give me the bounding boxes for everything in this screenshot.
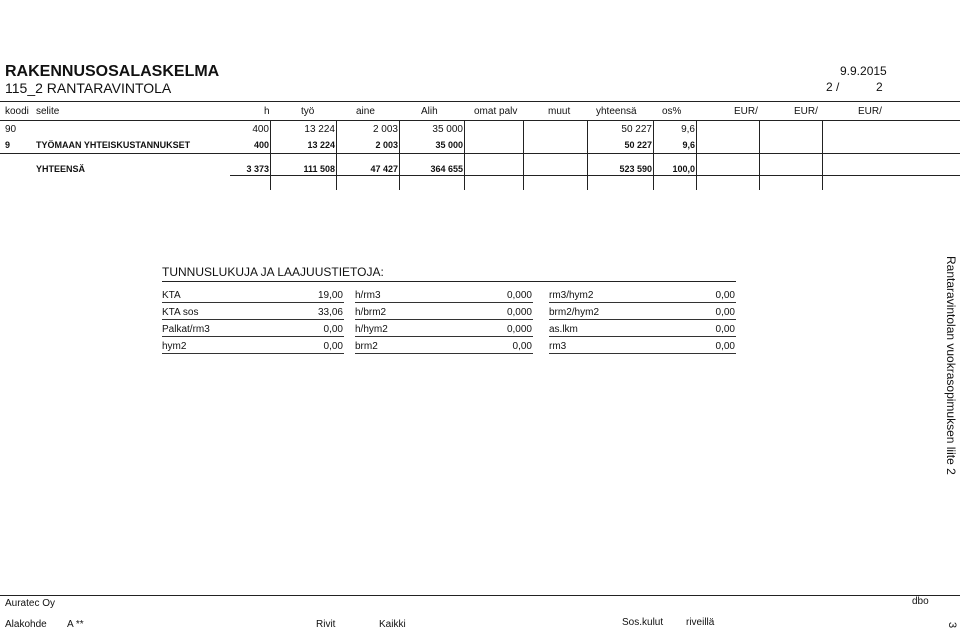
footer-rule <box>0 595 960 596</box>
page-corner-number: 3 <box>946 622 958 629</box>
row-9-aine: 2 003 <box>375 140 398 150</box>
kpi-underline <box>549 336 736 337</box>
kpi-underline <box>355 319 533 320</box>
kpi-label: h/hym2 <box>355 324 388 335</box>
kpi-underline <box>162 336 344 337</box>
footer-alakohde-value: A ** <box>67 619 84 630</box>
row-9-tyo: 13 224 <box>307 140 335 150</box>
column-header-muut: muut <box>548 106 571 117</box>
project-name: 115_2 RANTARAVINTOLA <box>5 80 172 96</box>
kpi-value: 0,000 <box>506 290 532 301</box>
total-label: YHTEENSÄ <box>36 164 86 174</box>
kpi-underline <box>549 353 736 354</box>
kpi-value: 0,00 <box>512 341 532 352</box>
column-header-h: h <box>264 106 270 117</box>
col-divider <box>270 120 271 190</box>
table-top-rule <box>0 101 960 102</box>
row-9-yhteensa: 50 227 <box>624 140 652 150</box>
page-number: 2 / <box>826 80 840 94</box>
col-divider <box>822 120 823 190</box>
column-header-tyo: työ <box>301 106 315 117</box>
column-header-eur-1: EUR/ <box>734 106 758 117</box>
col-divider <box>464 120 465 190</box>
kpi-value: 0,00 <box>715 307 735 318</box>
page-total: 2 <box>876 80 883 94</box>
kpi-value: 0,00 <box>323 341 343 352</box>
col-divider <box>587 120 588 190</box>
footer-company: Auratec Oy <box>5 598 56 609</box>
kpi-value: 0,00 <box>715 324 735 335</box>
row-9-selite: TYÖMAAN YHTEISKUSTANNUKSET <box>36 140 191 150</box>
total-tyo: 111 508 <box>303 164 335 174</box>
column-header-os: os% <box>662 106 682 117</box>
col-divider <box>523 120 524 190</box>
col-divider <box>696 120 697 190</box>
kpi-title: TUNNUSLUKUJA JA LAAJUUSTIETOJA: <box>162 265 384 279</box>
kpi-label: h/rm3 <box>355 290 381 301</box>
column-header-omat-palv: omat palv <box>474 106 518 117</box>
footer-riveilla: riveillä <box>686 617 715 628</box>
total-yhteensa: 523 590 <box>619 164 652 174</box>
kpi-value: 19,00 <box>317 290 343 301</box>
kpi-label: rm3/hym2 <box>549 290 594 301</box>
column-header-koodi: koodi <box>5 106 29 117</box>
document-title: RAKENNUSOSALASKELMA <box>5 63 220 80</box>
kpi-label: h/brm2 <box>355 307 387 318</box>
footer-soskulut: Sos.kulut <box>622 617 664 628</box>
kpi-underline <box>355 336 533 337</box>
total-aine: 47 427 <box>370 164 398 174</box>
column-header-aine: aine <box>356 106 375 117</box>
footer-user: dbo <box>912 596 929 607</box>
row-90-aine: 2 003 <box>372 124 398 135</box>
kpi-underline <box>549 302 736 303</box>
kpi-underline <box>355 302 533 303</box>
row-9-os: 9,6 <box>682 140 695 150</box>
row-90-alih: 35 000 <box>432 124 463 135</box>
column-header-eur-3: EUR/ <box>858 106 882 117</box>
kpi-underline <box>162 302 344 303</box>
row-90-os: 9,6 <box>681 124 695 135</box>
row-9-alih: 35 000 <box>435 140 463 150</box>
kpi-underline <box>355 353 533 354</box>
row-90-yhteensa: 50 227 <box>621 124 652 135</box>
side-note: Rantaravintolan vuokrasopimuksen liite 2 <box>944 256 958 475</box>
kpi-label: brm2/hym2 <box>549 307 600 318</box>
col-divider <box>759 120 760 190</box>
col-divider <box>399 120 400 190</box>
column-header-yhteensa: yhteensä <box>596 106 637 117</box>
column-header-alih: Alih <box>421 106 438 117</box>
col-divider <box>336 120 337 190</box>
kpi-value: 0,00 <box>323 324 343 335</box>
footer-kaikki: Kaikki <box>379 619 406 630</box>
kpi-value: 0,00 <box>715 290 735 301</box>
footer-alakohde: Alakohde <box>5 619 47 630</box>
document-date: 9.9.2015 <box>840 64 887 78</box>
kpi-label: KTA <box>162 290 181 301</box>
kpi-underline <box>549 319 736 320</box>
kpi-underline <box>162 319 344 320</box>
row-90-h: 400 <box>252 124 269 135</box>
kpi-label: KTA sos <box>162 307 199 318</box>
row-9-h: 400 <box>253 140 269 150</box>
col-divider <box>653 120 654 190</box>
total-os: 100,0 <box>672 164 695 174</box>
kpi-value: 33,06 <box>317 307 343 318</box>
total-alih: 364 655 <box>430 164 463 174</box>
kpi-value: 0,000 <box>506 324 532 335</box>
row-90-koodi: 90 <box>5 124 17 135</box>
kpi-label: brm2 <box>355 341 378 352</box>
kpi-label: hym2 <box>162 341 187 352</box>
kpi-label: as.lkm <box>549 324 578 335</box>
kpi-value: 0,00 <box>715 341 735 352</box>
kpi-label: Palkat/rm3 <box>162 324 210 335</box>
kpi-value: 0,000 <box>506 307 532 318</box>
total-h: 3 373 <box>246 164 269 174</box>
total-rule <box>230 175 960 176</box>
row-9-rule <box>0 153 960 154</box>
column-header-eur-2: EUR/ <box>794 106 818 117</box>
column-header-selite: selite <box>36 106 60 117</box>
header-bottom-rule <box>0 120 960 121</box>
row-9-koodi: 9 <box>5 140 11 150</box>
kpi-label: rm3 <box>549 341 567 352</box>
row-90-tyo: 13 224 <box>304 124 335 135</box>
kpi-underline <box>162 353 344 354</box>
kpi-title-rule <box>162 281 736 282</box>
footer-rivit: Rivit <box>316 619 336 630</box>
